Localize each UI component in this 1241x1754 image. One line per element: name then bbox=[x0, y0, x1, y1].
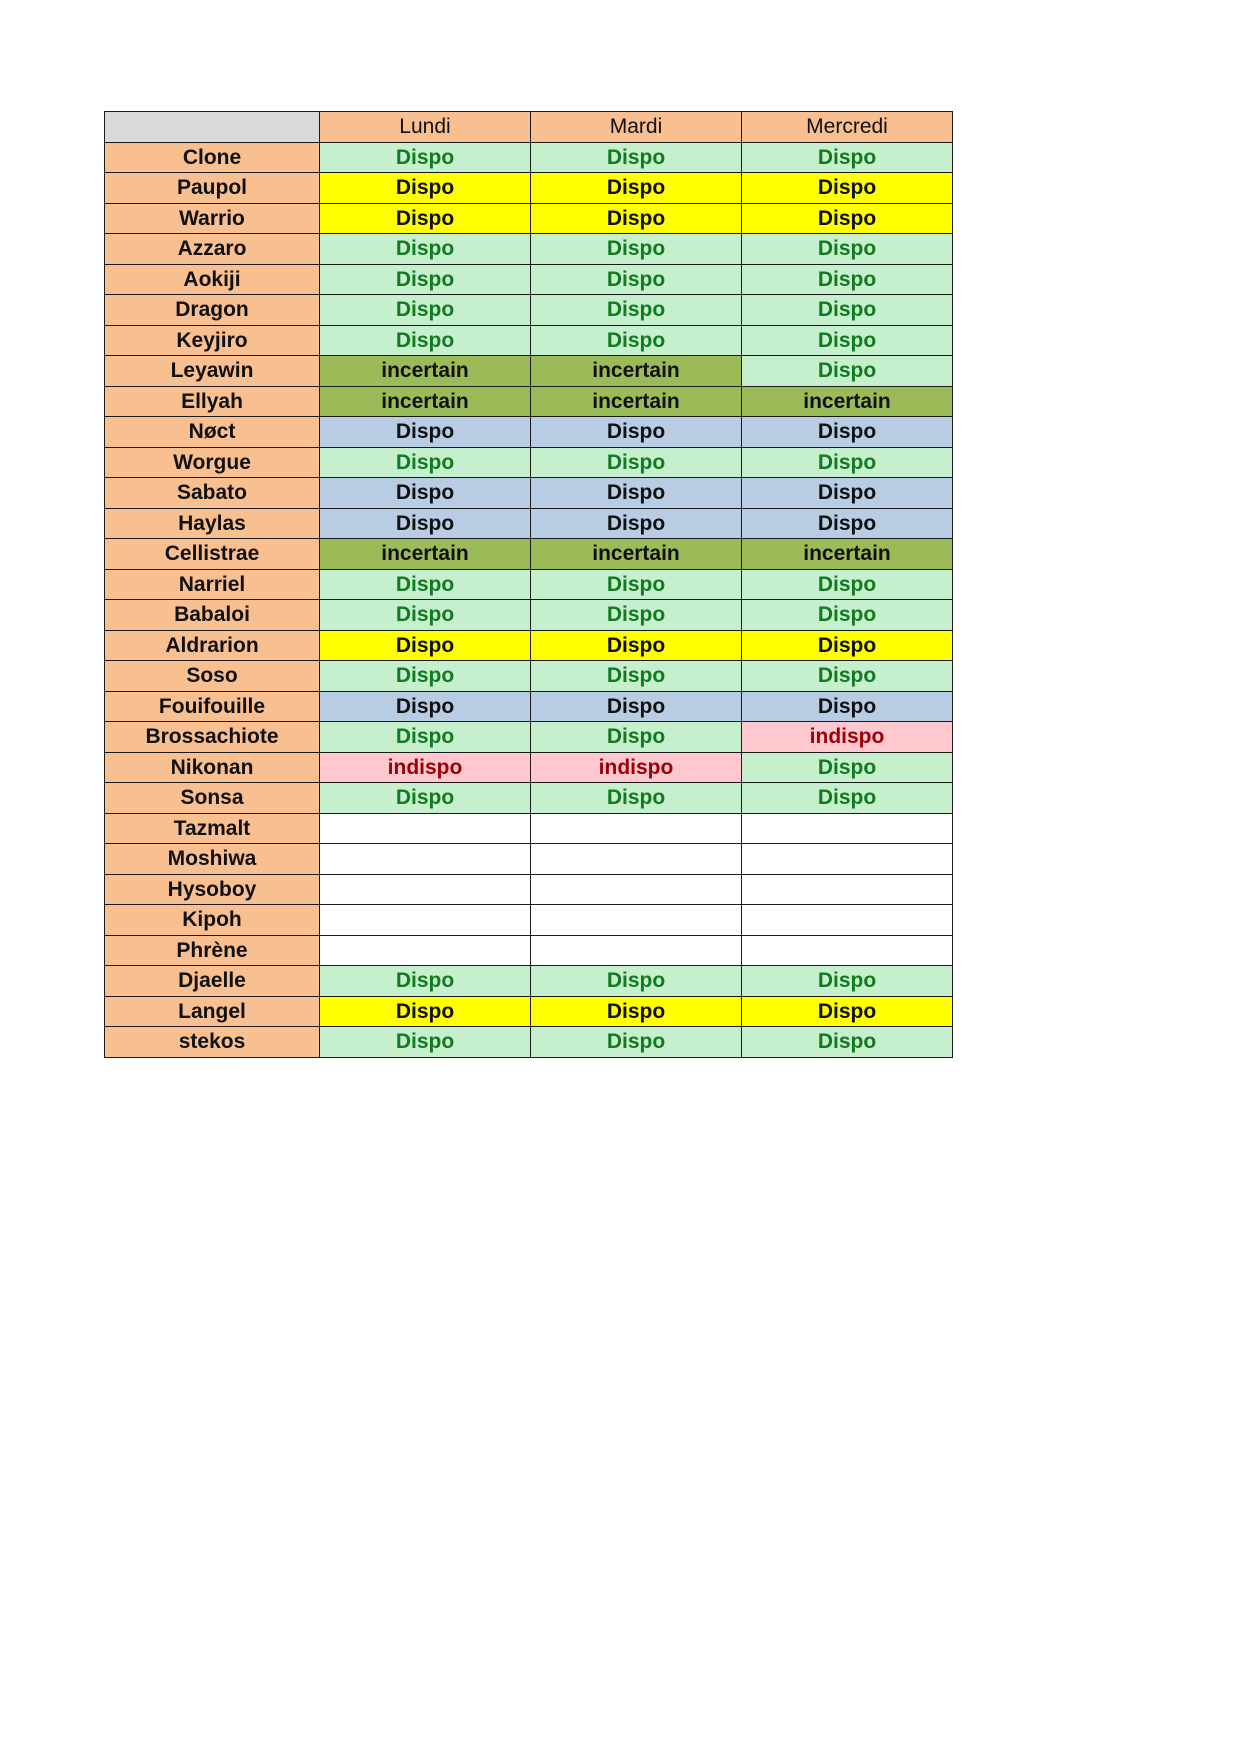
availability-cell bbox=[742, 874, 953, 905]
member-name-cell: stekos bbox=[105, 1027, 320, 1058]
availability-cell: Dispo bbox=[320, 569, 531, 600]
table-row bbox=[105, 203, 953, 234]
availability-cell: Dispo bbox=[531, 600, 742, 631]
table-row bbox=[105, 539, 953, 570]
availability-cell: Dispo bbox=[531, 325, 742, 356]
availability-cell: Dispo bbox=[742, 630, 953, 661]
table-row bbox=[105, 630, 953, 661]
member-name-cell: Cellistrae bbox=[105, 539, 320, 570]
availability-cell bbox=[742, 905, 953, 936]
availability-cell: Dispo bbox=[531, 630, 742, 661]
availability-cell bbox=[742, 813, 953, 844]
header-day-cell: Lundi bbox=[320, 112, 531, 143]
header-corner-cell bbox=[105, 112, 320, 143]
availability-cell: Dispo bbox=[531, 447, 742, 478]
table-row bbox=[105, 234, 953, 265]
availability-cell: incertain bbox=[531, 539, 742, 570]
availability-cell bbox=[320, 844, 531, 875]
availability-cell bbox=[531, 935, 742, 966]
member-name-cell: Djaelle bbox=[105, 966, 320, 997]
member-name-cell: Babaloi bbox=[105, 600, 320, 631]
availability-cell: Dispo bbox=[320, 295, 531, 326]
availability-cell: Dispo bbox=[742, 600, 953, 631]
availability-cell: indispo bbox=[531, 752, 742, 783]
availability-cell: Dispo bbox=[320, 234, 531, 265]
availability-cell: Dispo bbox=[320, 203, 531, 234]
member-name-cell: Warrio bbox=[105, 203, 320, 234]
member-name-cell: Haylas bbox=[105, 508, 320, 539]
table-row bbox=[105, 783, 953, 814]
table-row bbox=[105, 569, 953, 600]
availability-cell: Dispo bbox=[320, 722, 531, 753]
table-row bbox=[105, 661, 953, 692]
table-row bbox=[105, 874, 953, 905]
member-name-cell: Langel bbox=[105, 996, 320, 1027]
table-row bbox=[105, 996, 953, 1027]
table-row bbox=[105, 264, 953, 295]
table-row bbox=[105, 295, 953, 326]
member-name-cell: Nøct bbox=[105, 417, 320, 448]
table-row bbox=[105, 905, 953, 936]
availability-cell: Dispo bbox=[320, 264, 531, 295]
availability-cell bbox=[320, 813, 531, 844]
availability-cell: Dispo bbox=[742, 783, 953, 814]
availability-cell: Dispo bbox=[531, 478, 742, 509]
member-name-cell: Hysoboy bbox=[105, 874, 320, 905]
table-row bbox=[105, 447, 953, 478]
availability-cell: indispo bbox=[742, 722, 953, 753]
availability-cell: Dispo bbox=[320, 966, 531, 997]
availability-cell: Dispo bbox=[742, 447, 953, 478]
member-name-cell: Keyjiro bbox=[105, 325, 320, 356]
availability-cell: indispo bbox=[320, 752, 531, 783]
availability-cell: Dispo bbox=[742, 356, 953, 387]
availability-cell: Dispo bbox=[531, 234, 742, 265]
member-name-cell: Moshiwa bbox=[105, 844, 320, 875]
member-name-cell: Phrène bbox=[105, 935, 320, 966]
table-row bbox=[105, 966, 953, 997]
availability-cell bbox=[531, 905, 742, 936]
table-row bbox=[105, 478, 953, 509]
availability-cell: Dispo bbox=[742, 661, 953, 692]
availability-cell: Dispo bbox=[742, 264, 953, 295]
availability-cell: incertain bbox=[320, 356, 531, 387]
availability-cell: Dispo bbox=[742, 478, 953, 509]
member-name-cell: Sonsa bbox=[105, 783, 320, 814]
availability-cell: Dispo bbox=[320, 1027, 531, 1058]
table-row bbox=[105, 142, 953, 173]
availability-cell: incertain bbox=[531, 386, 742, 417]
header-row bbox=[105, 112, 953, 143]
availability-cell: Dispo bbox=[531, 783, 742, 814]
member-name-cell: Azzaro bbox=[105, 234, 320, 265]
member-name-cell: Tazmalt bbox=[105, 813, 320, 844]
member-name-cell: Soso bbox=[105, 661, 320, 692]
availability-cell: Dispo bbox=[531, 569, 742, 600]
availability-cell: Dispo bbox=[320, 661, 531, 692]
availability-cell bbox=[531, 844, 742, 875]
table-row bbox=[105, 935, 953, 966]
availability-cell: Dispo bbox=[531, 661, 742, 692]
availability-cell: Dispo bbox=[320, 173, 531, 204]
availability-cell bbox=[742, 844, 953, 875]
availability-cell: Dispo bbox=[742, 691, 953, 722]
availability-cell: Dispo bbox=[742, 173, 953, 204]
member-name-cell: Paupol bbox=[105, 173, 320, 204]
member-name-cell: Nikonan bbox=[105, 752, 320, 783]
availability-cell bbox=[531, 813, 742, 844]
availability-cell: Dispo bbox=[742, 752, 953, 783]
availability-cell: Dispo bbox=[531, 417, 742, 448]
table-row bbox=[105, 752, 953, 783]
availability-cell: Dispo bbox=[742, 996, 953, 1027]
availability-cell: Dispo bbox=[742, 1027, 953, 1058]
availability-cell: Dispo bbox=[320, 996, 531, 1027]
member-name-cell: Sabato bbox=[105, 478, 320, 509]
member-name-cell: Kipoh bbox=[105, 905, 320, 936]
availability-cell: incertain bbox=[742, 539, 953, 570]
availability-cell: Dispo bbox=[531, 295, 742, 326]
availability-cell: incertain bbox=[531, 356, 742, 387]
availability-cell: Dispo bbox=[742, 966, 953, 997]
table-row bbox=[105, 508, 953, 539]
availability-cell: Dispo bbox=[742, 142, 953, 173]
member-name-cell: Aldrarion bbox=[105, 630, 320, 661]
availability-cell: Dispo bbox=[531, 1027, 742, 1058]
availability-cell: Dispo bbox=[320, 630, 531, 661]
table-row bbox=[105, 844, 953, 875]
availability-cell: Dispo bbox=[320, 325, 531, 356]
member-name-cell: Ellyah bbox=[105, 386, 320, 417]
availability-cell bbox=[320, 874, 531, 905]
availability-cell: Dispo bbox=[320, 447, 531, 478]
member-name-cell: Clone bbox=[105, 142, 320, 173]
availability-cell bbox=[320, 935, 531, 966]
availability-table bbox=[104, 111, 953, 1058]
availability-cell: Dispo bbox=[320, 478, 531, 509]
header-day-cell: Mardi bbox=[531, 112, 742, 143]
table-row bbox=[105, 1027, 953, 1058]
availability-cell: Dispo bbox=[742, 417, 953, 448]
table-row bbox=[105, 173, 953, 204]
table-body bbox=[105, 142, 953, 1057]
member-name-cell: Worgue bbox=[105, 447, 320, 478]
availability-cell: Dispo bbox=[531, 203, 742, 234]
member-name-cell: Dragon bbox=[105, 295, 320, 326]
header-day-cell: Mercredi bbox=[742, 112, 953, 143]
availability-cell: Dispo bbox=[742, 325, 953, 356]
availability-cell: incertain bbox=[320, 386, 531, 417]
availability-cell: Dispo bbox=[742, 569, 953, 600]
availability-cell: Dispo bbox=[320, 783, 531, 814]
availability-cell: Dispo bbox=[531, 966, 742, 997]
table-row bbox=[105, 813, 953, 844]
availability-cell: incertain bbox=[320, 539, 531, 570]
availability-cell: Dispo bbox=[320, 691, 531, 722]
availability-cell: Dispo bbox=[742, 234, 953, 265]
availability-cell: Dispo bbox=[531, 142, 742, 173]
table-row bbox=[105, 356, 953, 387]
availability-cell bbox=[320, 905, 531, 936]
availability-cell: Dispo bbox=[320, 508, 531, 539]
member-name-cell: Leyawin bbox=[105, 356, 320, 387]
availability-cell: Dispo bbox=[531, 173, 742, 204]
table-row bbox=[105, 600, 953, 631]
member-name-cell: Aokiji bbox=[105, 264, 320, 295]
member-name-cell: Brossachiote bbox=[105, 722, 320, 753]
availability-cell: Dispo bbox=[531, 722, 742, 753]
table-row bbox=[105, 325, 953, 356]
table-row bbox=[105, 417, 953, 448]
availability-cell: Dispo bbox=[320, 142, 531, 173]
availability-cell: Dispo bbox=[531, 508, 742, 539]
member-name-cell: Narriel bbox=[105, 569, 320, 600]
member-name-cell: Fouifouille bbox=[105, 691, 320, 722]
availability-cell: Dispo bbox=[531, 264, 742, 295]
availability-cell: Dispo bbox=[742, 295, 953, 326]
availability-cell bbox=[742, 935, 953, 966]
table-row bbox=[105, 386, 953, 417]
availability-cell: incertain bbox=[742, 386, 953, 417]
availability-cell: Dispo bbox=[742, 203, 953, 234]
availability-cell: Dispo bbox=[320, 417, 531, 448]
table-row bbox=[105, 691, 953, 722]
availability-cell: Dispo bbox=[531, 996, 742, 1027]
availability-cell: Dispo bbox=[320, 600, 531, 631]
availability-cell: Dispo bbox=[531, 691, 742, 722]
availability-cell bbox=[531, 874, 742, 905]
table-row bbox=[105, 722, 953, 753]
availability-cell: Dispo bbox=[742, 508, 953, 539]
